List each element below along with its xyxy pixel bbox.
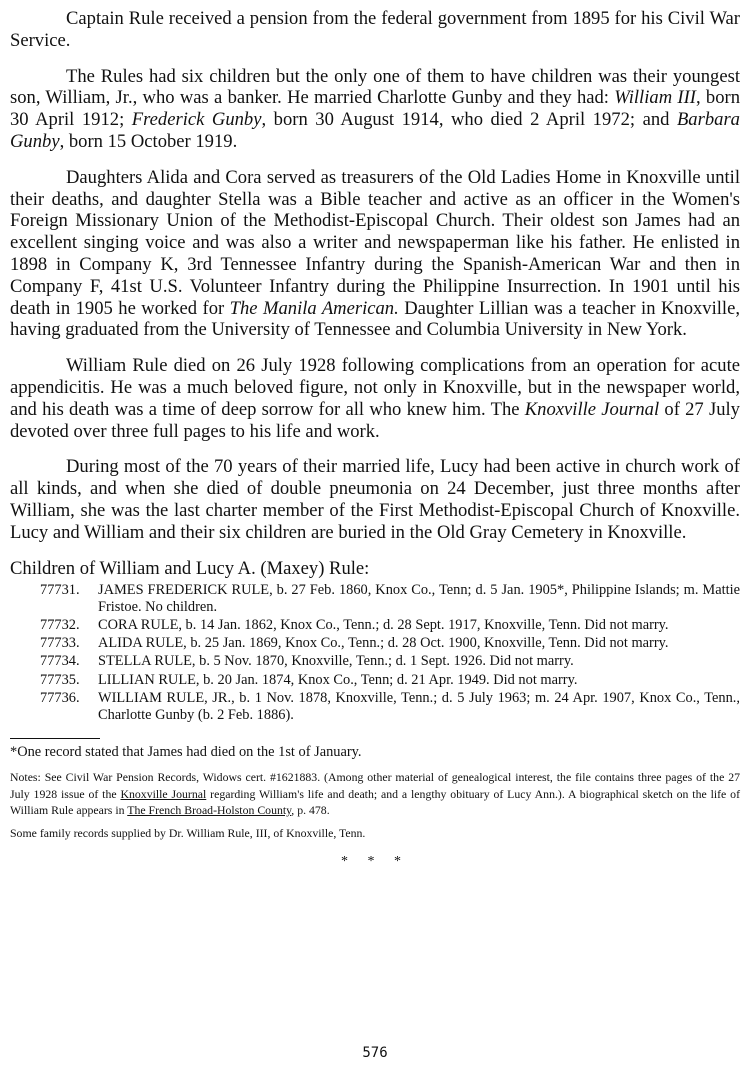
paragraph — [10, 66, 740, 153]
paragraph — [10, 8, 740, 52]
child-entry — [10, 635, 740, 652]
section-separator: * * * — [341, 853, 409, 869]
paragraph — [10, 355, 740, 442]
child-number: 77733. — [40, 635, 80, 652]
body-text — [10, 8, 740, 544]
text-run: Daughters Alida and Cora served as treasurers of the Old Ladies Home in Knoxville until their deaths, and daughter Stella was a Bible teacher and active as an officer in the Women's Foreign Missionary Union of the Methodist-Episcopal Church. Their oldest son James had an excellent singing voice and was also a writer and newspaperman like his father. He enlisted in 1898 in Company K, 3rd Tennessee Infantry during the Spanish-American War and then in Company F, 41st U.S. Volunteer Infantry during the Philippine Insurrection. In 1901 until his death in 1905 he worked for — [10, 166, 740, 319]
records-note: Some family records supplied by Dr. William Rule, III, of Knoxville, Tenn. — [10, 826, 366, 841]
child-number: 77734. — [40, 653, 80, 670]
paragraph — [10, 456, 740, 543]
child-entry — [10, 653, 740, 670]
italic-text: William III — [614, 87, 696, 109]
paragraph — [10, 167, 740, 341]
child-number: 77731. — [40, 581, 80, 598]
text-run: , p. 478. — [291, 802, 330, 817]
text-run: , born 30 August 1914, who died 2 April 1972; and — [261, 109, 677, 131]
italic-text: Knoxville Journal — [524, 398, 660, 420]
text-run: , born 15 October 1919. — [59, 130, 238, 152]
child-entry — [10, 582, 740, 616]
child-text: WILLIAM RULE, JR., b. 1 Nov. 1878, Knoxville, Tenn.; d. 5 July 1963; m. 24 Apr. 1907, Knox Co., Tenn., Charlotte Gunby (b. 2 Feb. 1886). — [98, 689, 740, 723]
child-text: JAMES FREDERICK RULE, b. 27 Feb. 1860, Knox Co., Tenn; d. 5 Jan. 1905*, Philippine Islands; m. Mattie Fristoe. No children. — [98, 581, 740, 615]
child-entry — [10, 672, 740, 689]
child-number: 77735. — [40, 671, 80, 688]
children-list — [10, 582, 740, 725]
child-number: 77736. — [40, 689, 80, 706]
italic-text: The Manila American. — [229, 297, 399, 319]
child-text: LILLIAN RULE, b. 20 Jan. 1874, Knox Co., Tenn; d. 21 Apr. 1949. Did not marry. — [98, 671, 578, 688]
text-run: Notes: See Civil War Pension Records, Widows cert. #1621883. (Among other material of genealogical interest, the file contains three pages of the 27 July 1928 issue of the — [10, 770, 740, 801]
underlined-title: The French Broad-Holston County — [127, 802, 292, 817]
children-heading: Children of William and Lucy A. (Maxey) Rule: — [10, 557, 370, 579]
child-number: 77732. — [40, 616, 80, 633]
italic-text: Barbara Gunby — [10, 109, 740, 152]
child-entry — [10, 617, 740, 634]
text-run: of 27 July devoted over three full pages to his life and work. — [10, 398, 740, 442]
text-run: Daughter Lillian was a teacher in Knoxville, having graduated from the University of Tennessee and Columbia University in New York. — [10, 297, 740, 341]
italic-text: Frederick Gunby — [131, 109, 262, 131]
child-text: STELLA RULE, b. 5 Nov. 1870, Knoxville, Tenn.; d. 1 Sept. 1926. Did not marry. — [98, 653, 574, 670]
underlined-title: Knoxville Journal — [120, 786, 207, 801]
text-run: , born 30 April 1912; — [10, 87, 741, 131]
text-run: During most of the 70 years of their married life, Lucy had been active in church work of all kinds, and when she died of double pneumonia on 24 December, just three months after William, she was the last charter member of the First Methodist-Episcopal Church of Knoxville. Lucy and William and their six children are buried in the Old Gray Cemetery in Knoxville. — [10, 456, 740, 543]
document-page — [10, 8, 740, 870]
text-run: Captain Rule received a pension from the federal government from 1895 for his Civil War Service. — [10, 8, 740, 51]
footnote: *One record stated that James had died on the 1st of January. — [10, 744, 362, 761]
child-entry — [10, 690, 740, 724]
text-run: William Rule died on 26 July 1928 following complications from an operation for acute appendicitis. He was a much beloved figure, not only in Knoxville, but in the newspaper world, and his death was a time of deep sorrow for all who knew him. The — [10, 355, 740, 420]
child-text: CORA RULE, b. 14 Jan. 1862, Knox Co., Tenn.; d. 28 Sept. 1917, Knoxville, Tenn. Did not marry. — [98, 616, 669, 633]
footnote-divider — [10, 738, 100, 739]
page-number: 576 — [362, 1045, 388, 1061]
child-text: ALIDA RULE, b. 25 Jan. 1869, Knox Co., Tenn.; d. 28 Oct. 1900, Knoxville, Tenn. Did not marry. — [98, 635, 669, 652]
text-run: regarding William's life and death; and a lengthy obituary of Lucy Ann.). A biographical sketch on the life of William Rule appears in — [10, 786, 740, 817]
text-run: The Rules had six children but the only one of them to have children was their youngest son, William, Jr., who was a banker. He married Charlotte Gunby and they had: — [10, 65, 740, 109]
notes-paragraph — [10, 769, 740, 818]
